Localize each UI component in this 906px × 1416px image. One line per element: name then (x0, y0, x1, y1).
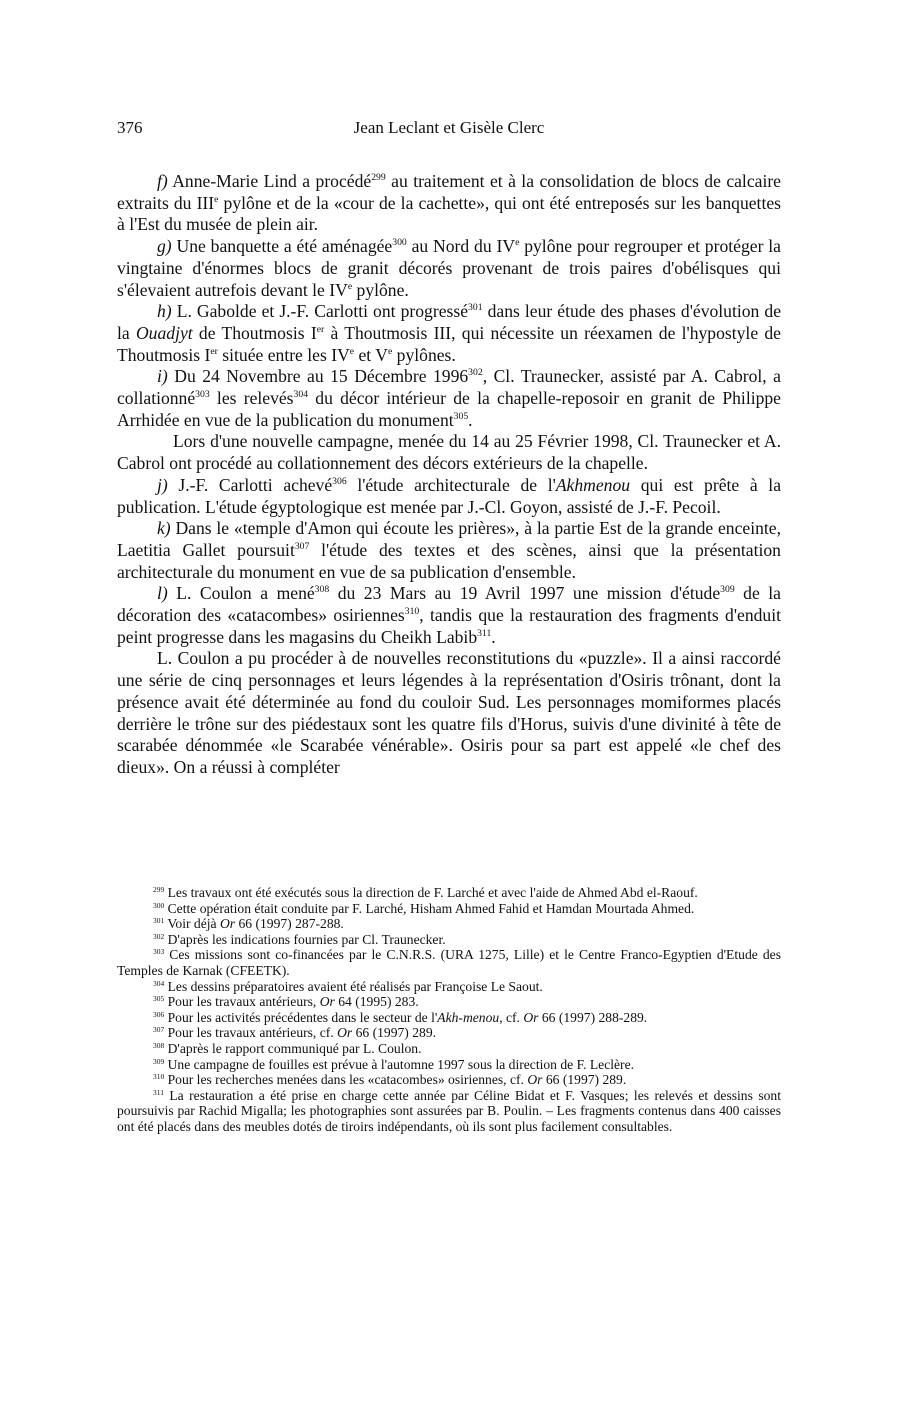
text-run: L. Coulon a mené (167, 583, 315, 604)
footnote-ref: 300 (392, 237, 407, 249)
text-run: située entre les IV (217, 344, 350, 365)
paragraph-f (117, 171, 781, 236)
paragraph-campaign (117, 431, 781, 474)
footnote (117, 1041, 781, 1057)
footnote (117, 1088, 781, 1135)
page-number: 376 (117, 118, 143, 137)
ordinal-suffix: er (316, 324, 325, 336)
paragraph-puzzle (117, 648, 781, 778)
text-run: de Thoutmosis I (192, 322, 317, 343)
text-run: du 23 Mars au 19 Avril 1997 une mission d'étude (329, 583, 721, 604)
footnote-ref: 302 (468, 367, 483, 379)
footnote-ref: 310 (404, 606, 420, 618)
italic-term: Akh-menou (437, 1009, 500, 1025)
paragraph-l (117, 583, 781, 648)
footnote (117, 947, 781, 978)
footnote-ref: 311 (477, 628, 492, 639)
journal-abbrev: Or (319, 994, 335, 1010)
item-label: g) (157, 236, 172, 257)
item-label: h) (157, 301, 172, 322)
footnote-text: La restauration a été prise en charge cette année par Céline Bidat et F. Vasques; les relevés et dessins sont poursuivis par Rachid Migalla; les photographies sont assurées par B. Poulin. – Les fragments contenus dans 400 caisses ont été placés dans des meubles dotés de tiroirs indépendants, où ils sont plus facilement consultables. (117, 1087, 781, 1134)
footnote-text: Les travaux ont été exécutés sous la direction de F. Larché et avec l'aide de Ahmed Abd el-Raouf. (164, 885, 698, 900)
text-run: l'étude des textes et des scènes, ainsi que la présentation architecturale du monument en vue de sa publication d'ensemble. (117, 539, 781, 582)
paragraph-h (117, 301, 781, 366)
footnote-number: 311 (153, 1087, 164, 1097)
footnote-number: 307 (153, 1025, 165, 1035)
text-run: l'étude architecturale de l' (346, 474, 556, 495)
footnote (117, 979, 781, 995)
journal-abbrev: Or (523, 1009, 539, 1025)
item-label: f) (157, 171, 168, 191)
text-run: . (468, 409, 473, 430)
text-run: Dans le «temple d'Amon qui écoute les prières», à la partie Est de la grande enceinte, Laetitia Gallet poursuit (117, 518, 781, 560)
text-run: de la décoration des «catacombes» osiriennes (117, 583, 781, 626)
footnote-text: Les dessins préparatoires avaient été réalisés par Françoise Le Saout. (164, 978, 543, 994)
footnote-number: 309 (153, 1056, 165, 1066)
text-run: pylône pour regrouper et protéger la vingtaine d'énormes blocs de granit décorés provenant de trois paires d'obélisques qui s'élevaient autrefois devant le IV (117, 236, 781, 300)
footnote-text: 66 (1997) 287-288. (235, 916, 344, 932)
footnote-text: Pour les travaux antérieurs, cf. (164, 1025, 338, 1041)
text-run: pylône. (352, 279, 409, 300)
text-run: au Nord du IV (406, 236, 516, 257)
text-run: Lors d'une nouvelle campagne, menée du 14 au 25 Février 1998, Cl. Traunecker et A. Cabrol ont procédé au collationnement des décors extérieurs de la chapelle. (117, 431, 781, 474)
text-run: au traitement et à la consolidation de blocs de calcaire extraits du III (117, 171, 781, 213)
footnote-number: 299 (153, 884, 165, 894)
italic-term: Ouadjyt (135, 322, 193, 343)
text-run: Une banquette a été aménagée (171, 236, 393, 257)
text-run: les relevés (209, 388, 294, 409)
footnote-text: Pour les travaux antérieurs, (164, 994, 320, 1010)
footnote (117, 916, 781, 932)
footnote-number: 306 (153, 1009, 165, 1019)
footnote-ref: 308 (314, 584, 330, 596)
text-run: et V (354, 344, 388, 365)
text-run: dans leur étude des phases d'évolution de la (117, 301, 781, 343)
ordinal-suffix: er (210, 345, 218, 357)
footnotes (117, 885, 781, 1135)
paragraph-i (117, 366, 781, 431)
footnote (117, 885, 781, 901)
footnote-number: 303 (153, 947, 165, 957)
paragraph-g (117, 236, 781, 301)
footnote-text: Ces missions sont co-financées par le C.N.R.S. (URA 1275, Lille) et le Centre Franco-Egyptien d'Etude des Temples de Karnak (CFEETK). (117, 947, 781, 978)
main-text (117, 171, 781, 779)
ordinal-suffix: e (387, 345, 393, 357)
text-run: qui est prête à la publication. L'étude égyptologique est menée par J.-Cl. Goyon, assisté de J.-F. Pecoil. (117, 474, 782, 517)
footnote (117, 994, 781, 1010)
ordinal-suffix: e (515, 237, 520, 249)
item-label: k) (157, 518, 171, 539)
item-label: i) (157, 366, 168, 387)
footnote-text: Une campagne de fouilles est prévue à l'automne 1997 sous la direction de F. Leclère. (164, 1056, 635, 1072)
ordinal-suffix: e (214, 193, 219, 205)
journal-abbrev: Or (219, 916, 236, 932)
footnote-number: 305 (153, 993, 165, 1003)
footnote-ref: 306 (332, 476, 347, 488)
footnote-text: Cette opération était conduite par F. Larché, Hisham Ahmed Fahid et Hamdan Mourtada Ahmed. (164, 900, 695, 916)
text-run: L. Gabolde et J.-F. Carlotti ont progressé (171, 301, 469, 322)
paragraph-j (117, 475, 781, 518)
ordinal-suffix: e (349, 345, 355, 357)
footnote-ref: 307 (294, 541, 310, 553)
text-run: J.-F. Carlotti achevé (167, 474, 333, 495)
text-run: à Thoutmosis III, qui nécessite un réexamen de l'hypostyle de Thoutmosis I (117, 322, 781, 365)
item-label: l) (157, 583, 168, 604)
footnote-text: 66 (1997) 289. (542, 1072, 627, 1088)
footnote-text: Voir déjà (164, 916, 220, 932)
text-run: . (491, 626, 496, 647)
footnote-ref: 301 (468, 302, 483, 314)
text-run: pylône et de la «cour de la cachette», qui ont été entreposés sur les banquettes à l'Est du musée de plein air. (117, 192, 781, 235)
journal-abbrev: Or (337, 1025, 353, 1041)
text-run: pylônes. (392, 344, 456, 365)
footnote (117, 932, 781, 948)
footnote-text: 66 (1997) 289. (352, 1025, 437, 1041)
journal-abbrev: Or (527, 1072, 543, 1088)
footnote-number: 301 (153, 915, 165, 925)
text-run: , Cl. Traunecker, assisté par A. Cabrol, a collationné (117, 366, 781, 409)
footnote-number: 308 (153, 1040, 165, 1050)
footnote-number: 310 (153, 1071, 165, 1081)
footnote-ref: 309 (720, 584, 735, 596)
footnote (117, 1025, 781, 1041)
footnote-text: Pour les recherches menées dans les «catacombes» osiriennes, cf. (164, 1072, 528, 1088)
footnote (117, 1072, 781, 1088)
italic-term: Akhmenou (555, 474, 631, 495)
footnote-number: 302 (153, 931, 165, 941)
ordinal-suffix: e (347, 280, 353, 292)
footnote-ref: 305 (453, 410, 469, 422)
footnote-text: 64 (1995) 283. (334, 994, 419, 1010)
footnote-ref: 303 (195, 389, 210, 401)
footnote-text: 66 (1997) 288-289. (538, 1009, 648, 1025)
footnote-ref: 304 (293, 389, 309, 401)
footnote (117, 1057, 781, 1073)
footnote-number: 300 (153, 900, 165, 910)
running-title: Jean Leclant et Gisèle Clerc (353, 118, 545, 137)
text-run: Anne-Marie Lind a procédé (167, 171, 372, 191)
text-run: L. Coulon a pu procéder à de nouvelles reconstitutions du «puzzle». Il a ainsi raccordé une série de cinq personnages et leurs légendes à la représentation d'Osiris trônant, dont la présence avait été déterminée au fond du couloir Sud. Les personnages momiformes placés derrière le trône sur des piédestaux sont les quatre fils d'Horus, suivis d'une divinité à tête de scarabée dénommée «le Scarabée vénérable». Osiris pour sa part est appelé «le chef des dieux». On a réussi à compléter (117, 648, 781, 777)
text-run: Du 24 Novembre au 15 Décembre 1996 (167, 366, 469, 387)
footnote (117, 1010, 781, 1026)
text-run: du décor intérieur de la chapelle-reposoir en granit de Philippe Arrhidée en vue de la publication du monument (117, 388, 781, 430)
footnote-ref: 299 (371, 172, 386, 184)
footnote (117, 901, 781, 917)
item-label: j) (157, 474, 168, 495)
page-header (117, 118, 781, 140)
footnote-text: D'après les indications fournies par Cl. Traunecker. (164, 931, 446, 947)
footnote-text: D'après le rapport communiqué par L. Coulon. (164, 1040, 422, 1056)
paragraph-k (117, 518, 781, 583)
footnote-number: 304 (153, 978, 165, 988)
footnote-text: Pour les activités précédentes dans le secteur de l' (164, 1009, 438, 1025)
footnote-text: , cf. (499, 1009, 524, 1025)
text-run: , tandis que la restauration des fragments d'enduit peint progresse dans les magasins du Cheikh Labib (117, 605, 781, 647)
